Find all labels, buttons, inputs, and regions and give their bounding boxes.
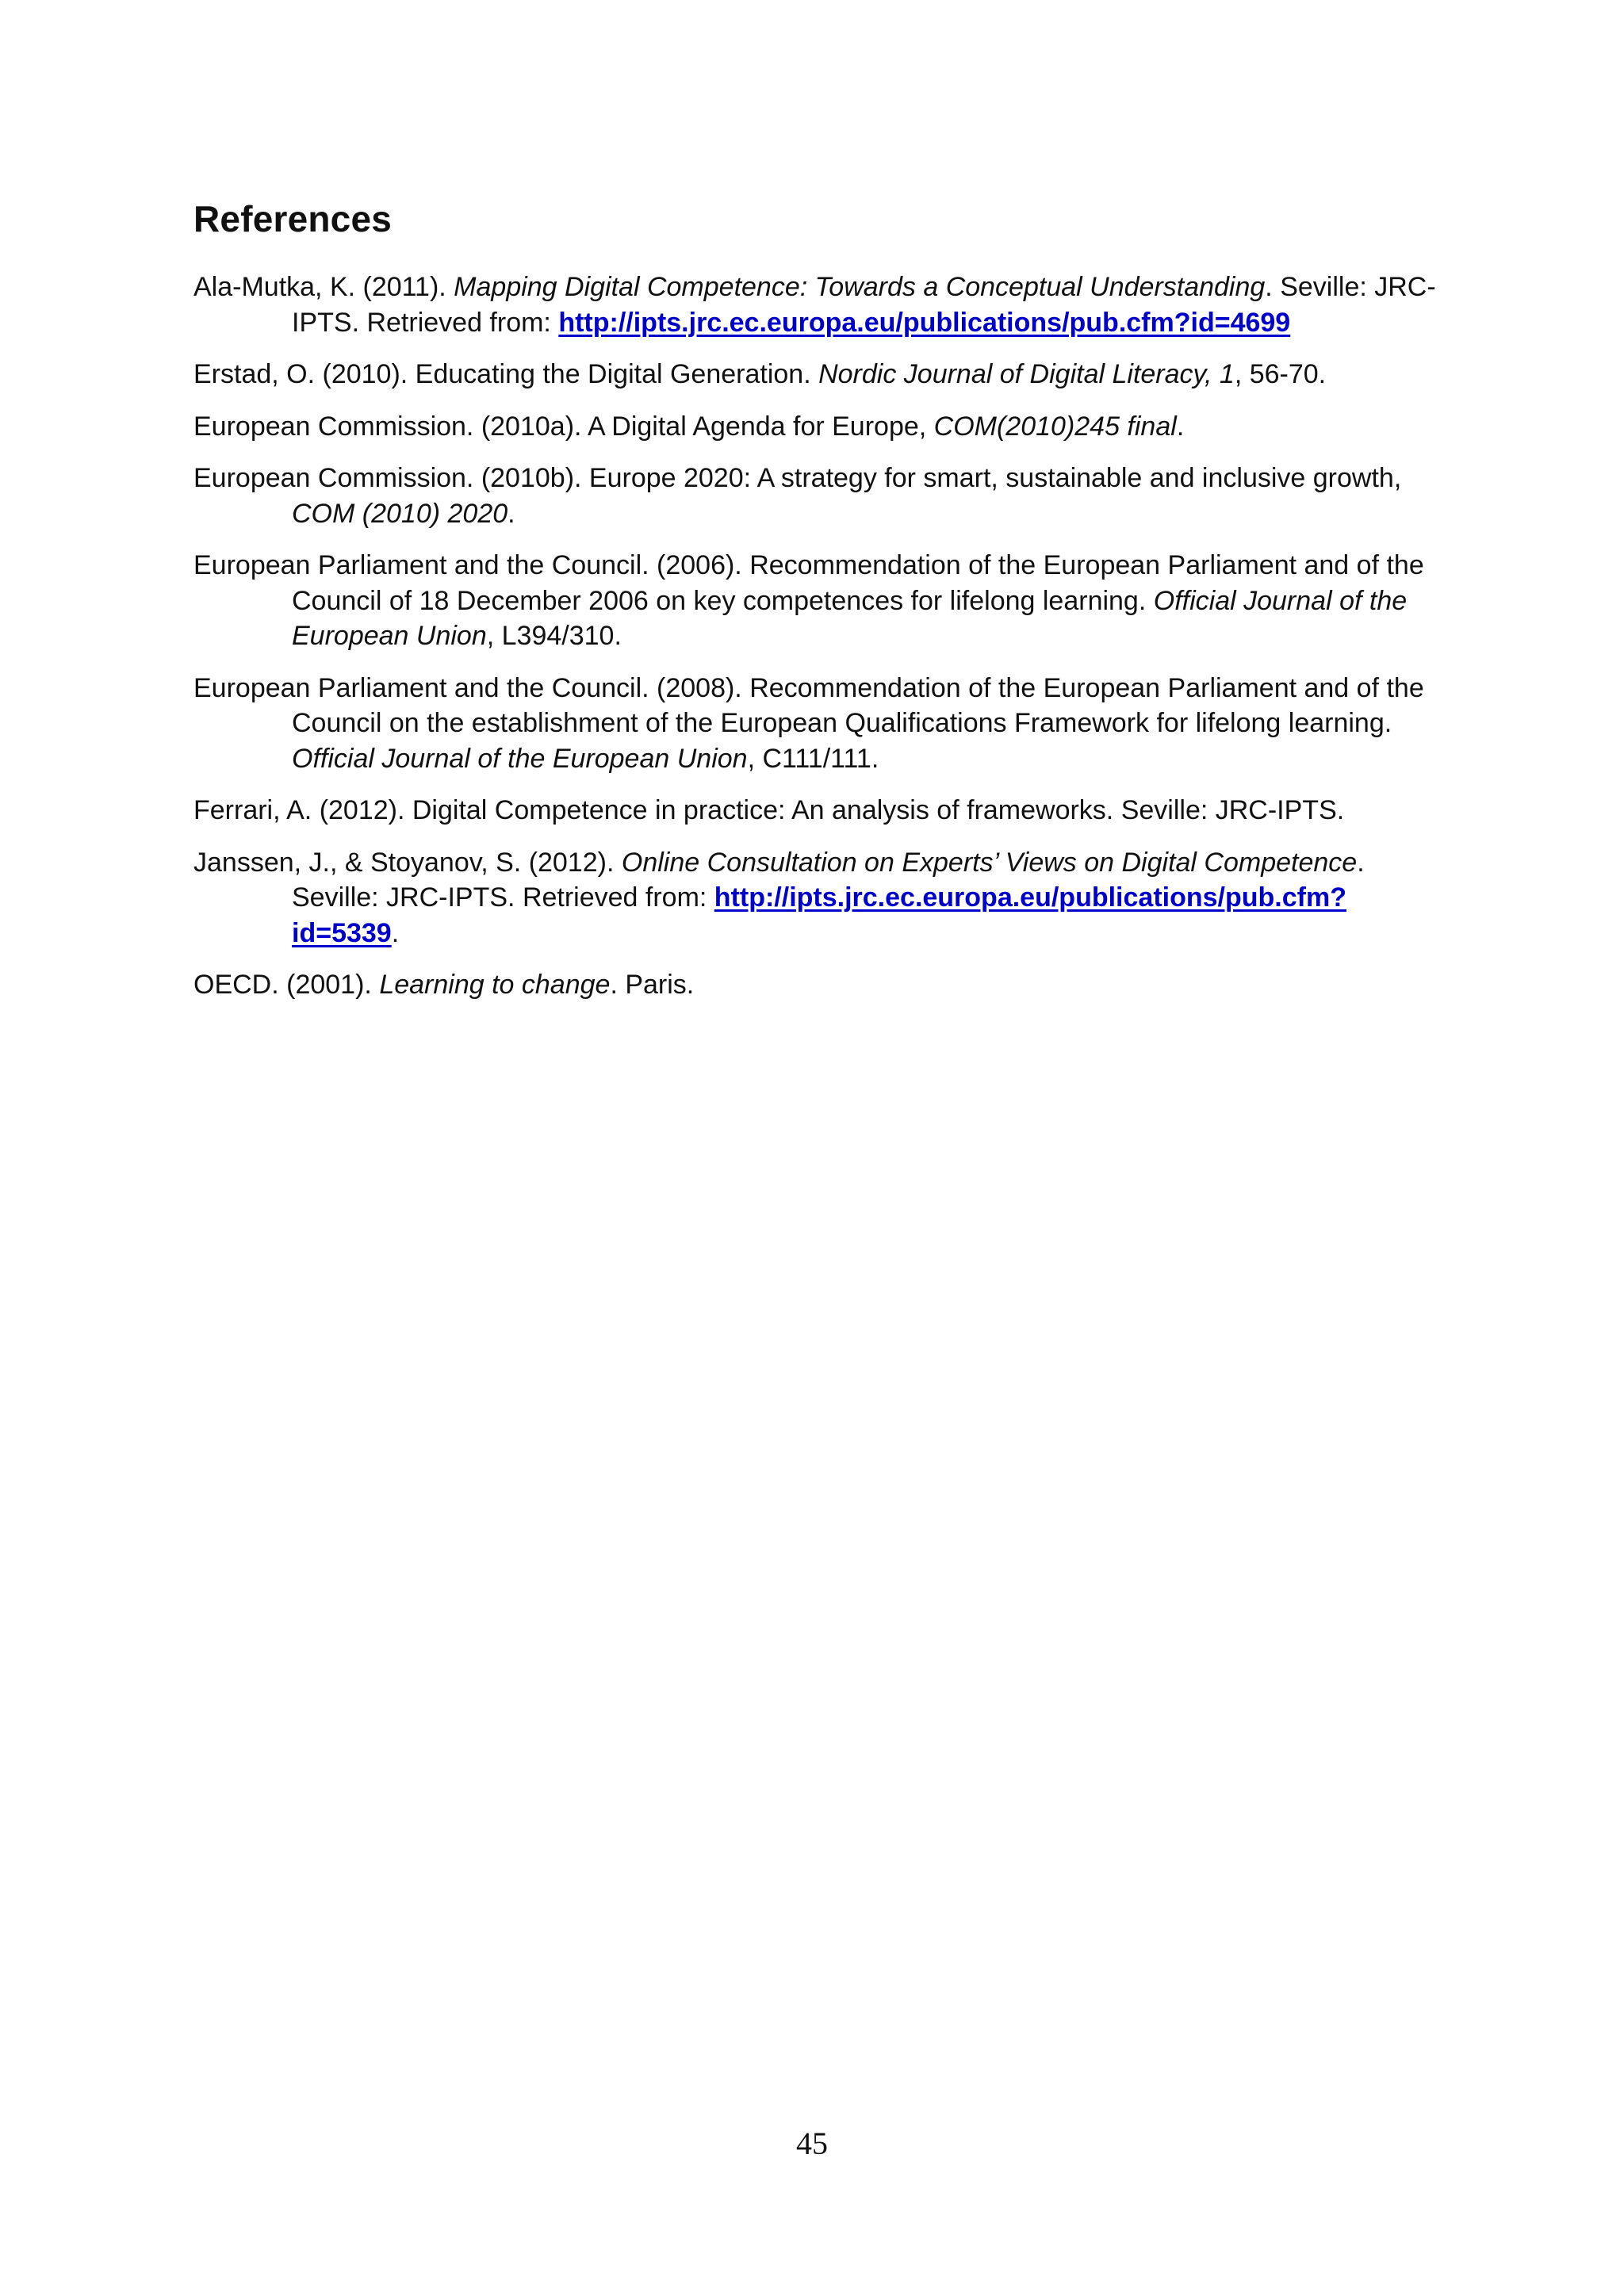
reference-item bbox=[193, 461, 1438, 531]
reference-text: . bbox=[508, 498, 515, 529]
reference-text: , L394/310. bbox=[486, 621, 622, 651]
reference-text: Janssen, J., & Stoyanov, S. (2012). bbox=[193, 847, 622, 878]
reference-text: Ferrari, A. (2012). Digital Competence in practice: An analysis of frameworks. Seville: JRC-IPTS. bbox=[193, 795, 1345, 825]
reference-text: . bbox=[1176, 411, 1185, 442]
reference-text: , 56-70. bbox=[1234, 359, 1327, 389]
reference-text: European Commission. (2010b). Europe 2020: A strategy for smart, sustainable and inclusive growth, bbox=[193, 463, 1402, 493]
reference-text: . Seville: JRC-IPTS. Retrieved from: bbox=[292, 272, 1436, 338]
reference-title: COM (2010) 2020 bbox=[292, 498, 508, 529]
reference-text: . Seville: JRC-IPTS. Retrieved from: bbox=[292, 847, 1365, 913]
reference-title: COM(2010)245 final bbox=[933, 411, 1177, 442]
reference-item bbox=[193, 793, 1438, 828]
reference-title: Official Journal of the European Union bbox=[292, 585, 1408, 651]
reference-item bbox=[193, 671, 1438, 777]
reference-title: Nordic Journal of Digital Literacy, 1 bbox=[818, 359, 1235, 389]
section-heading: References bbox=[193, 198, 393, 239]
page-number: 45 bbox=[796, 2126, 828, 2161]
reference-list bbox=[193, 270, 1438, 1020]
reference-item bbox=[193, 548, 1438, 654]
reference-text: , C111/111. bbox=[747, 743, 879, 774]
reference-text: European Parliament and the Council. (2006). Recommendation of the European Parliament and of the Council of 18 December 2006 on key competences for lifelong learning. bbox=[193, 550, 1424, 616]
reference-title: Mapping Digital Competence: Towards a Conceptual Understanding bbox=[454, 272, 1266, 302]
reference-item bbox=[193, 967, 1438, 1003]
reference-text: Ala-Mutka, K. (2011). bbox=[193, 272, 454, 302]
reference-item bbox=[193, 270, 1438, 340]
reference-item bbox=[193, 409, 1438, 445]
reference-link[interactable]: http://ipts.jrc.ec.europa.eu/publications/pub.cfm?id=4699 bbox=[558, 307, 1291, 338]
reference-title: Official Journal of the European Union bbox=[292, 743, 748, 774]
reference-text: Erstad, O. (2010). Educating the Digital Generation. bbox=[193, 359, 819, 389]
reference-item bbox=[193, 845, 1438, 951]
reference-item bbox=[193, 357, 1438, 392]
reference-link[interactable]: http://ipts.jrc.ec.europa.eu/publications/pub.cfm?id=5339 bbox=[292, 882, 1346, 948]
reference-text: OECD. (2001). bbox=[193, 970, 380, 1000]
reference-title: Learning to change bbox=[379, 970, 611, 1000]
reference-text: European Commission. (2010a). A Digital Agenda for Europe, bbox=[193, 411, 934, 442]
reference-text: European Parliament and the Council. (2008). Recommendation of the European Parliament and of the Council on the establishment of the European Qualifications Framework for lifelong learning. bbox=[193, 672, 1424, 738]
reference-title: Online Consultation on Experts’ Views on Digital Competence bbox=[621, 847, 1358, 878]
reference-text: . Paris. bbox=[610, 970, 695, 1000]
reference-text: . bbox=[391, 917, 400, 948]
